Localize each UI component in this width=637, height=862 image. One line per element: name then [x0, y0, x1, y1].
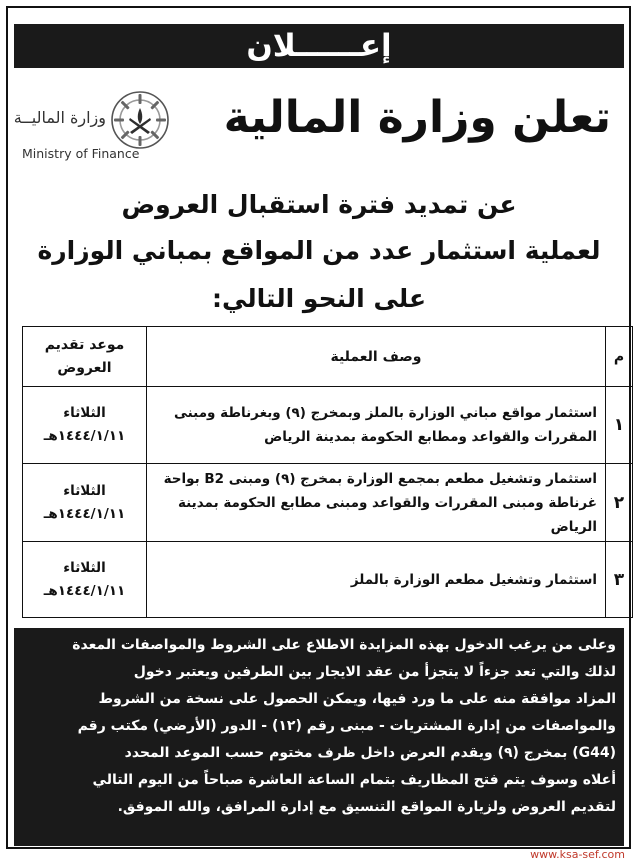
row-description-line-2: المقررات والقواعد ومطابع الحكومة بمدينة الرياض — [264, 429, 597, 445]
row-date — [23, 387, 147, 464]
row-number: ١ — [606, 387, 633, 464]
terms-line: لتقديم العروض ولزيارة المواقع التنسيق مع إدارة المرافق، والله الموفق. — [117, 799, 616, 815]
header-description: وصف العملية — [147, 327, 606, 387]
row-description-line-1: استثمار وتشغيل مطعم بمجمع الوزارة بمخرج (٩) ومبنى B2 بواحة — [163, 470, 597, 487]
subheading-line-2: لعملية استثمار عدد من المواقع بمباني الوزارة — [37, 236, 601, 265]
ministry-logo — [13, 88, 172, 166]
row-description — [147, 542, 606, 618]
ministry-emblem-icon — [108, 88, 172, 152]
row-number: ٣ — [606, 542, 633, 618]
operations-table — [22, 326, 633, 618]
header-date-line-2: العروض — [57, 359, 112, 376]
row-date — [23, 464, 147, 542]
table-row — [23, 464, 633, 542]
header-date — [23, 327, 147, 387]
subheading-line-1: عن تمديد فترة استقبال العروض — [121, 190, 517, 219]
terms-line: (G44) بمخرج (٩) ويقدم العرض داخل ظرف مختوم حسب الموعد المحدد — [124, 745, 616, 761]
announcement-headline: تعلن وزارة المالية — [223, 92, 611, 143]
terms-line: وعلى من يرغب الدخول بهذه المزايدة الاطلاع على الشروط والمواصفات المعدة — [72, 637, 616, 653]
row-description-line-1: استثمار مواقع مباني الوزارة بالملز وبمخرج (٩) وبغرناطة ومبنى — [174, 405, 597, 421]
row-day: الثلاثاء — [63, 482, 106, 499]
source-watermark: www.ksa-sef.com — [530, 848, 625, 861]
row-date-value: ١٤٤٤/١/١١هـ — [43, 505, 126, 522]
ministry-english-name: Ministry of Finance — [22, 146, 140, 161]
header-date-line-1: موعد تقديم — [44, 336, 125, 353]
subheading-line-3: على النحو التالي: — [211, 284, 427, 313]
terms-paragraph — [14, 628, 624, 846]
row-description — [147, 387, 606, 464]
table-header-row — [23, 327, 633, 387]
table-row — [23, 387, 633, 464]
row-description — [147, 464, 606, 542]
row-description-line-1: استثمار وتشغيل مطعم الوزارة بالملز — [350, 571, 597, 588]
row-description-line-2: غرناطة ومبنى المقررات والقواعد ومبنى مطابع الحكومة بمدينة الرياض — [177, 494, 597, 535]
terms-line: لذلك والتي تعد جزءاً لا يتجزأ من عقد الايجار بين الطرفين ويعتبر دخول — [133, 664, 616, 680]
terms-line: أعلاه وسوف يتم فتح المظاريف بتمام الساعة العاشرة صباحاً من اليوم التالي — [92, 772, 616, 788]
terms-line: المزاد موافقة منه على ما ورد فيها، ويمكن الحصول على نسخة من الشروط — [98, 691, 616, 707]
row-date-value: ١٤٤٤/١/١١هـ — [43, 582, 126, 599]
ministry-arabic-name: وزارة الماليــة — [13, 108, 106, 127]
row-day: الثلاثاء — [63, 405, 106, 421]
row-number: ٢ — [606, 464, 633, 542]
announcement-banner: إعــــــلان — [14, 24, 624, 68]
row-date-value: ١٤٤٤/١/١١هـ — [43, 428, 126, 444]
terms-line: والمواصفات من إدارة المشتريات - مبنى رقم (١٢) - الدور (الأرضي) مكتب رقم — [77, 718, 616, 734]
row-date — [23, 542, 147, 618]
row-day: الثلاثاء — [63, 559, 106, 576]
table-row — [23, 542, 633, 618]
header-number: م — [606, 327, 633, 387]
